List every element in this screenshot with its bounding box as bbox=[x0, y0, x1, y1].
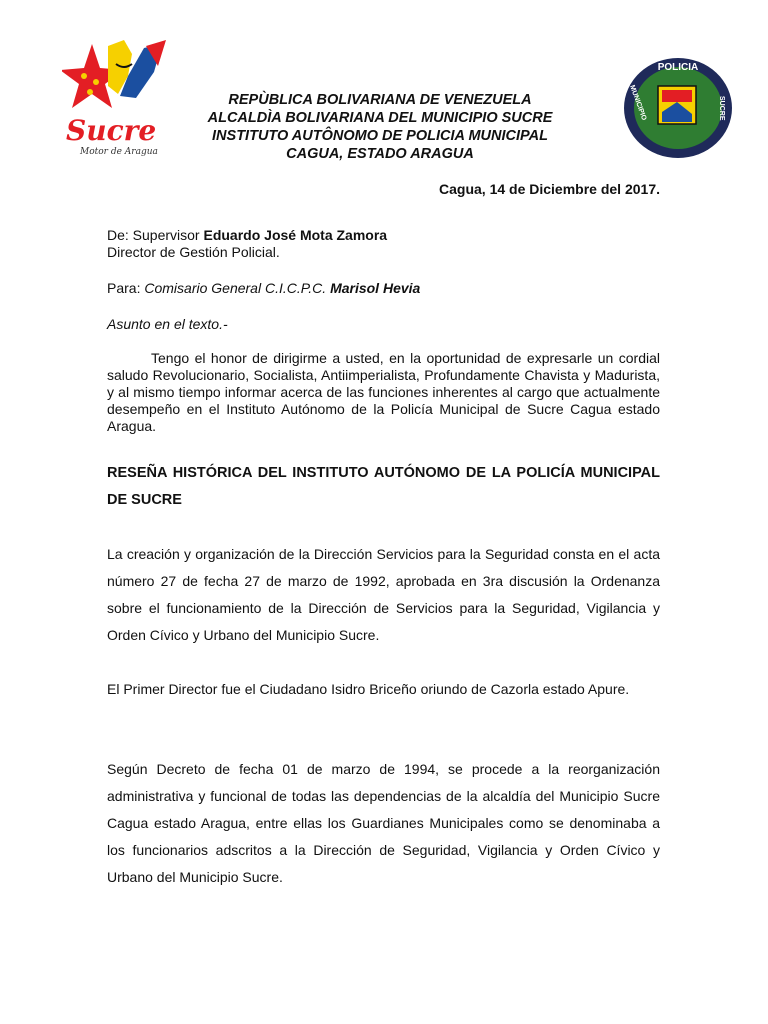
header-line-4: CAGUA, ESTADO ARAGUA bbox=[286, 146, 474, 162]
header-line-2: ALCALDÌA BOLIVARIANA DEL MUNICIPIO SUCRE bbox=[207, 110, 553, 126]
sucre-logo bbox=[62, 36, 174, 160]
header-line-3: INSTITUTO AUTÔNOMO DE POLICIA MUNICIPAL bbox=[212, 128, 548, 144]
sender-prefix: De: Supervisor bbox=[107, 227, 204, 243]
subject-line: Asunto en el texto.- bbox=[107, 316, 228, 332]
badge-top-text: POLICIA bbox=[657, 62, 699, 73]
paragraph-2: El Primer Director fue el Ciudadano Isidro Briceño oriundo de Cazorla estado Apure. bbox=[107, 681, 630, 697]
recipient-prefix: Para: bbox=[107, 280, 145, 296]
intro-paragraph bbox=[107, 350, 660, 435]
recipient-block bbox=[107, 280, 660, 297]
recipient-role: Comisario General C.I.C.P.C. bbox=[144, 280, 331, 296]
sender-title: Director de Gestión Policial. bbox=[107, 244, 280, 260]
letterhead bbox=[200, 91, 560, 163]
intro-text: Tengo el honor de dirigirme a usted, en la oportunidad de expresarle un cordial saludo Revolucionario, Socialista, Antiimperialista, Profundamente Chavista y Madurista, y al mismo tiempo informar acerca de las funciones inherentes al cargo que actualmente desempeño en el Instituto Autónomo de la Policía Municipal de Sucre Cagua estado Aragua. bbox=[107, 350, 660, 434]
sender-block bbox=[107, 227, 660, 261]
badge-right-text: SUCRE bbox=[718, 96, 725, 121]
paragraph-3: Según Decreto de fecha 01 de marzo de 1994, se procede a la reorganización administrativa y funcional de todas las dependencias de la alcaldía del Municipio Sucre Cagua estado Aragua, entre ellas los Guardianes Municipales como se denominaba a los funcionarios adscritos a la Dirección de Seguridad, Vigilancia y Orden Cívico y Urbano del Municipio Sucre. bbox=[107, 761, 660, 885]
sucre-logo-tagline: Motor de Aragua bbox=[80, 147, 158, 157]
recipient-name: Marisol Hevia bbox=[330, 280, 421, 296]
paragraph-1: La creación y organización de la Dirección Servicios para la Seguridad consta en el acta número 27 de fecha 27 de marzo de 1992, aprobada en 3ra discusión la Ordenanza sobre el funcionamiento de la Dirección de Servicios para la Seguridad, Vigilancia y Orden Cívico y Urbano del Municipio Sucre. bbox=[107, 546, 660, 643]
policia-badge-logo bbox=[622, 56, 734, 160]
sender-name: Eduardo José Mota Zamora bbox=[203, 227, 388, 243]
badge-left-text: MUNICIPIO bbox=[628, 84, 648, 122]
section-title: RESEÑA HISTÓRICA DEL INSTITUTO AUTÓNOMO DE LA POLICÍA MUNICIPAL DE SUCRE bbox=[107, 465, 660, 508]
sucre-logo-text: Sucre bbox=[66, 114, 157, 147]
letter-date: Cagua, 14 de Diciembre del 2017. bbox=[439, 181, 660, 197]
header-line-1: REPÙBLICA BOLIVARIANA DE VENEZUELA bbox=[228, 92, 532, 108]
